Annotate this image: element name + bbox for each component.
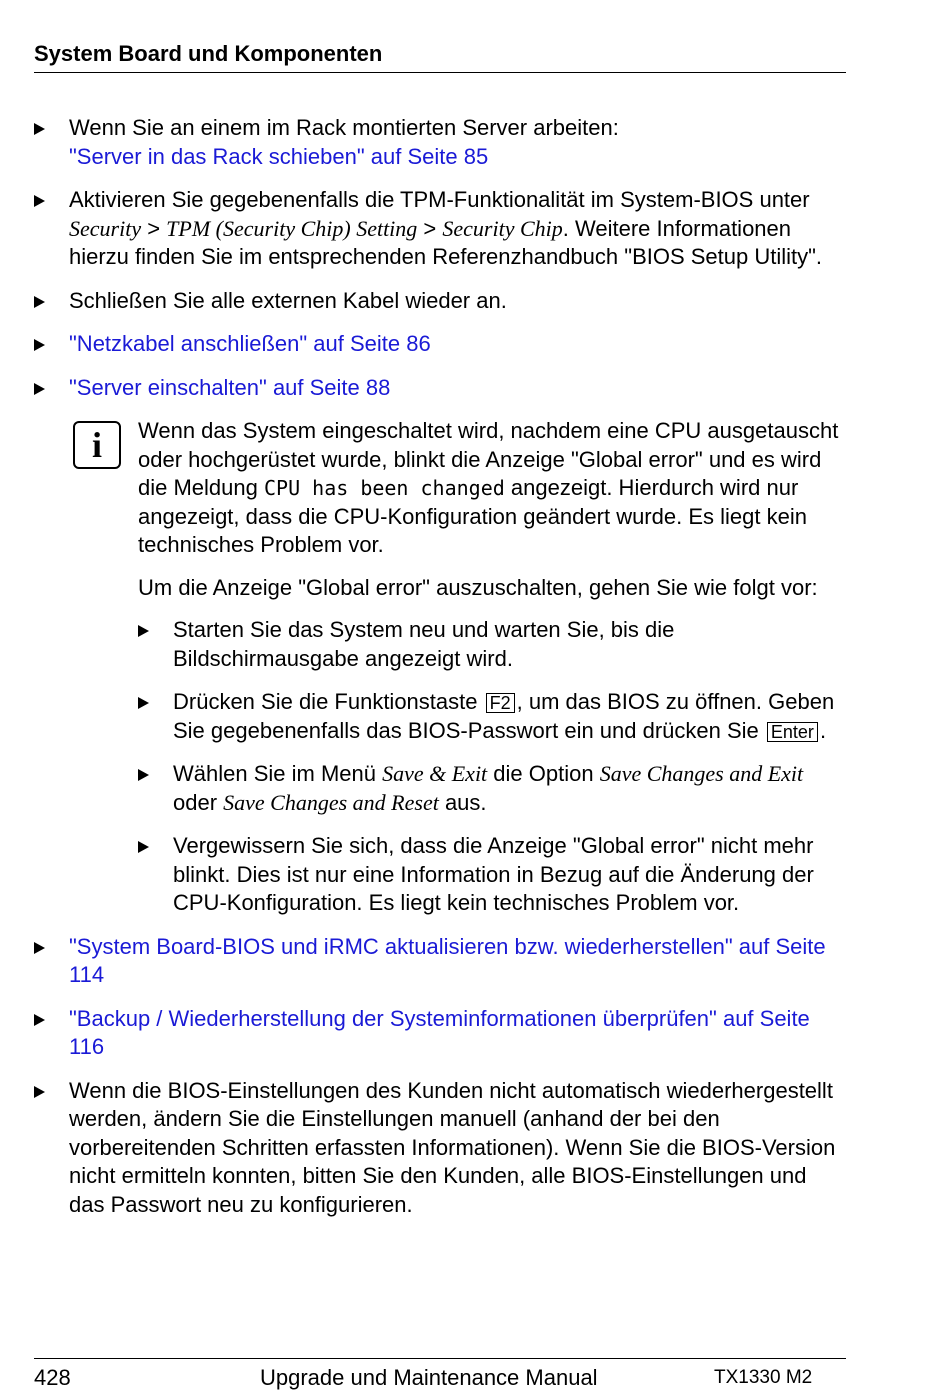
path-separator: > bbox=[141, 215, 167, 241]
menu-path-security-chip: Security Chip bbox=[442, 215, 563, 241]
list-item bbox=[34, 933, 846, 990]
info-icon bbox=[73, 421, 121, 469]
key-enter: Enter bbox=[767, 722, 818, 742]
step-item bbox=[138, 832, 846, 918]
info-note bbox=[34, 417, 846, 918]
step-text: aus. bbox=[438, 789, 487, 815]
link-server-einschalten[interactable]: "Server einschalten" auf Seite 88 bbox=[69, 374, 391, 400]
note-paragraph: Um die Anzeige "Global error" auszuschalten, gehen Sie wie folgt vor: bbox=[138, 574, 818, 600]
link-backup-systeminfo[interactable]: "Backup / Wiederherstellung der Systeminformationen überprüfen" auf Seite 116 bbox=[69, 1005, 810, 1059]
bullet-arrow-icon bbox=[34, 296, 45, 308]
bullet-arrow-icon bbox=[34, 339, 45, 351]
step-text: Vergewissern Sie sich, dass die Anzeige "Global error" nicht mehr blinkt. Dies ist nur eine Information in Bezug auf die Änderung der CPU-Konfiguration. Es liegt kein technisches Problem vor. bbox=[173, 833, 814, 915]
note-text: angezeigt. Hierdurch wird nur angezeigt, dass die CPU-Konfiguration geändert wurde. Es liegt kein technisches Problem vor. bbox=[138, 475, 807, 557]
bullet-arrow-icon bbox=[34, 383, 45, 395]
path-separator: > bbox=[417, 215, 443, 241]
bullet-arrow-icon bbox=[138, 769, 149, 781]
model-name: TX1330 M2 bbox=[714, 1367, 813, 1388]
option-save-changes-reset: Save Changes and Reset bbox=[223, 789, 439, 815]
bullet-arrow-icon bbox=[34, 942, 45, 954]
code-message: CPU has been changed bbox=[263, 476, 505, 500]
menu-save-exit: Save & Exit bbox=[382, 761, 488, 786]
list-item bbox=[34, 1077, 846, 1220]
option-save-changes-exit: Save Changes and Exit bbox=[599, 761, 804, 786]
item-text: Schließen Sie alle externen Kabel wieder an. bbox=[69, 287, 507, 313]
bullet-arrow-icon bbox=[138, 625, 149, 637]
step-text: . bbox=[819, 717, 827, 743]
list-item bbox=[34, 330, 846, 359]
bullet-arrow-icon bbox=[34, 123, 45, 135]
step-text: Wählen Sie im Menü bbox=[173, 761, 383, 786]
link-bios-irmc[interactable]: "System Board-BIOS und iRMC aktualisieren bzw. wiederherstellen" auf Seite 114 bbox=[69, 933, 826, 987]
header-rule bbox=[34, 72, 846, 73]
step-text: die Option bbox=[487, 761, 600, 786]
note-paragraph bbox=[138, 417, 846, 560]
page-header-title: System Board und Komponenten bbox=[34, 41, 383, 66]
step-text: Starten Sie das System neu und warten Sie, bis die Bildschirmausgabe angezeigt wird. bbox=[173, 617, 675, 671]
footer-rule bbox=[34, 1358, 846, 1359]
info-icon-letter: i bbox=[91, 425, 102, 465]
item-text: . Weitere Informationen hierzu finden Sie im entsprechenden Referenzhandbuch "BIOS Setup Utility". bbox=[69, 215, 823, 269]
list-item bbox=[34, 287, 846, 316]
list-item bbox=[34, 186, 846, 272]
link-server-rack[interactable]: "Server in das Rack schieben" auf Seite 85 bbox=[69, 143, 489, 169]
list-item bbox=[34, 1005, 846, 1062]
page-number: 428 bbox=[34, 1365, 71, 1390]
step-text: oder bbox=[173, 789, 224, 815]
step-text: , um das BIOS zu öffnen. Geben Sie gegebenenfalls das BIOS-Passwort ein und drücken Sie bbox=[173, 689, 835, 743]
key-f2: F2 bbox=[486, 693, 515, 713]
bullet-arrow-icon bbox=[138, 697, 149, 709]
bullet-arrow-icon bbox=[34, 1014, 45, 1026]
list-item bbox=[34, 114, 846, 171]
bullet-arrow-icon bbox=[34, 195, 45, 207]
menu-path-tpm-setting: TPM (Security Chip) Setting bbox=[166, 215, 418, 241]
item-text: Wenn Sie an einem im Rack montierten Server arbeiten: bbox=[69, 115, 619, 140]
step-item bbox=[138, 688, 846, 745]
step-item bbox=[138, 616, 846, 673]
note-text: Wenn das System eingeschaltet wird, nachdem eine CPU ausgetauscht oder hochgerüstet wurde, blinkt die Anzeige "Global error" und es wird die Meldung bbox=[138, 418, 839, 500]
item-text: Wenn die BIOS-Einstellungen des Kunden nicht automatisch wiederhergestellt werden, ändern Sie die Einstellungen manuell (anhand der bei den vorbereitenden Schritten erfassten Informationen). Wenn Sie die BIOS-Version nicht ermitteln konnten, bitten Sie den Kunden, alle BIOS-Einstellungen und das Passwort neu zu konfigurieren. bbox=[69, 1077, 836, 1217]
step-text: Drücken Sie die Funktionstaste bbox=[173, 689, 484, 714]
bullet-arrow-icon bbox=[34, 1086, 45, 1098]
step-item bbox=[138, 760, 846, 817]
menu-path-security: Security bbox=[69, 215, 142, 241]
page-content bbox=[34, 114, 846, 1234]
link-netzkabel[interactable]: "Netzkabel anschließen" auf Seite 86 bbox=[69, 331, 431, 356]
manual-title: Upgrade und Maintenance Manual bbox=[260, 1365, 598, 1390]
list-item bbox=[34, 374, 846, 403]
bullet-arrow-icon bbox=[138, 841, 149, 853]
item-text: Aktivieren Sie gegebenenfalls die TPM-Funktionalität im System-BIOS unter bbox=[69, 187, 810, 212]
